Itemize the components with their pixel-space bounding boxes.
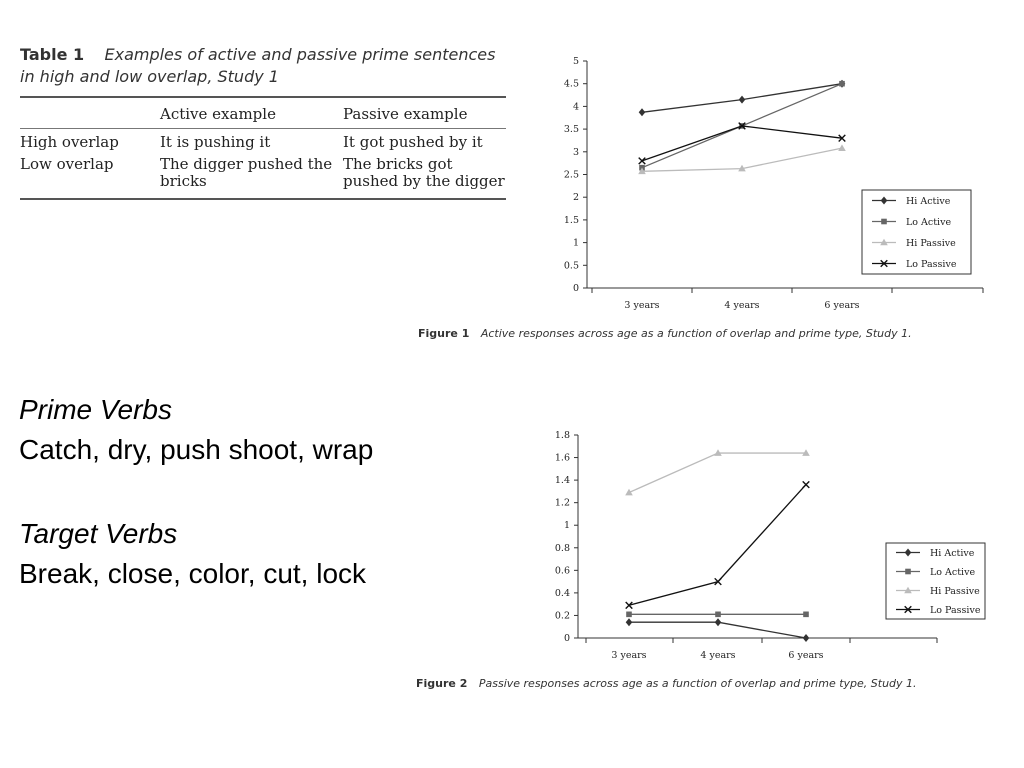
y-tick-label: 0 <box>563 633 570 644</box>
target-verbs-block <box>19 514 366 594</box>
data-point <box>803 481 810 488</box>
data-point <box>739 96 746 104</box>
y-tick-label: 1.6 <box>554 452 570 464</box>
y-tick-label: 0.5 <box>563 260 579 272</box>
data-point <box>803 634 810 642</box>
y-tick-label: 1.8 <box>554 430 570 441</box>
figure-1-title: Active responses across age as a function of overlap and prime type, Study 1. <box>480 327 912 340</box>
y-tick-label: 4 <box>572 101 579 113</box>
series-lo-passive <box>639 123 846 165</box>
series-hi-active <box>639 80 846 117</box>
data-point <box>639 158 646 165</box>
row-label: Low overlap <box>20 155 114 173</box>
x-tick-label: 4 years <box>724 300 760 311</box>
data-point <box>639 108 646 116</box>
y-tick-label: 0.6 <box>554 565 570 577</box>
figure-2-title: Passive responses across age as a function of overlap and prime type, Study 1. <box>478 677 917 690</box>
series-line <box>629 485 806 606</box>
legend-label: Hi Passive <box>906 238 956 249</box>
legend-label: Lo Active <box>930 567 976 578</box>
series-lo-active <box>626 612 809 618</box>
y-tick-label: 3.5 <box>563 124 579 136</box>
y-tick-label: 1.5 <box>563 214 579 226</box>
table-caption <box>20 44 506 88</box>
data-point <box>803 612 809 618</box>
y-tick-label: 2.5 <box>563 169 579 181</box>
passive-example: It got pushed by it <box>343 133 483 151</box>
series-hi-passive <box>625 449 810 495</box>
table-header-passive: Passive example <box>343 105 468 123</box>
table-1 <box>20 44 506 200</box>
figure-2-svg <box>540 425 990 670</box>
figure-1-caption <box>418 327 912 340</box>
y-tick-label: 0.4 <box>554 587 570 599</box>
data-point <box>715 612 721 618</box>
figure-1-chart <box>540 50 990 320</box>
legend-label: Hi Active <box>930 548 975 559</box>
x-tick-label: 3 years <box>624 300 660 311</box>
y-tick-label: 5 <box>572 56 579 67</box>
passive-example: The bricks got pushed by the digger <box>343 155 505 190</box>
legend-label: Lo Passive <box>930 605 981 616</box>
data-point <box>839 81 845 87</box>
table-header-active: Active example <box>160 105 276 123</box>
y-tick-label: 0 <box>572 283 579 294</box>
row-label: High overlap <box>20 133 119 151</box>
series-hi-passive <box>638 144 846 174</box>
table-label: Table 1 <box>20 45 85 64</box>
prime-verbs-block <box>19 390 373 470</box>
x-tick-label: 6 years <box>788 650 824 661</box>
prime-verbs-heading: Prime Verbs <box>19 394 173 425</box>
legend-label: Lo Active <box>906 217 952 228</box>
x-tick-label: 4 years <box>700 650 736 661</box>
data-point <box>626 612 632 618</box>
table-caption-text: Examples of active and passive prime sentences in high and low overlap, Study 1 <box>20 45 496 86</box>
table-header-row <box>20 97 506 129</box>
legend-label: Lo Passive <box>906 259 957 270</box>
y-tick-label: 0.8 <box>554 542 570 554</box>
y-tick-label: 3 <box>572 146 579 158</box>
active-example: It is pushing it <box>160 133 271 151</box>
prime-sentence-table <box>20 96 506 200</box>
data-point <box>715 618 722 626</box>
table-row <box>20 151 506 199</box>
legend-marker <box>881 219 887 225</box>
figure-1-svg <box>540 50 990 320</box>
y-tick-label: 1 <box>563 520 570 532</box>
chart-legend <box>862 190 971 274</box>
active-example: The digger pushed the bricks <box>160 155 333 190</box>
legend-label: Hi Active <box>906 196 951 207</box>
y-tick-label: 0.2 <box>554 610 570 622</box>
y-tick-label: 1.4 <box>554 475 570 487</box>
table-header-empty <box>20 97 160 129</box>
series-line <box>629 453 806 492</box>
series-lo-passive <box>626 481 810 608</box>
target-verbs-heading: Target Verbs <box>19 518 178 549</box>
table-row <box>20 129 506 152</box>
data-point <box>838 144 846 151</box>
target-verbs-list: Break, close, color, cut, lock <box>19 558 367 589</box>
legend-marker <box>905 569 911 575</box>
figure-2-label: Figure 2 <box>416 677 468 690</box>
y-tick-label: 1.2 <box>554 497 570 509</box>
chart-legend <box>886 543 985 619</box>
figure-2-chart <box>540 425 990 670</box>
y-tick-label: 2 <box>572 192 579 204</box>
figure-2-caption <box>416 677 917 690</box>
x-tick-label: 6 years <box>824 300 860 311</box>
data-point <box>626 618 633 626</box>
y-tick-label: 1 <box>572 237 579 249</box>
y-tick-label: 4.5 <box>563 78 579 90</box>
figure-1-label: Figure 1 <box>418 327 470 340</box>
x-tick-label: 3 years <box>611 650 647 661</box>
prime-verbs-list: Catch, dry, push shoot, wrap <box>19 434 374 465</box>
legend-label: Hi Passive <box>930 586 980 597</box>
